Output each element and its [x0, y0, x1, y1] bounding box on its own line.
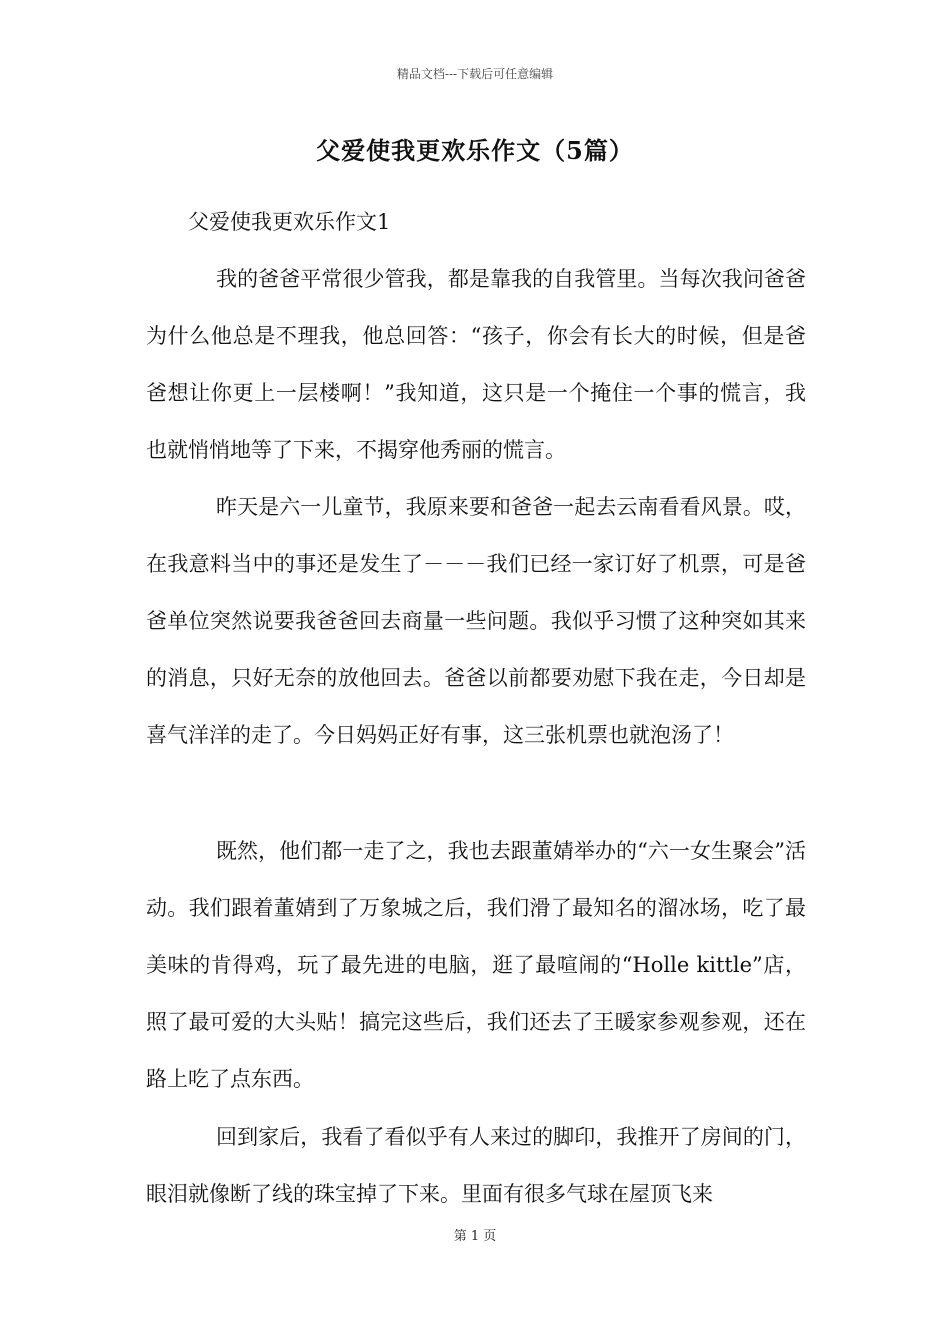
- page-number: 第 1 页: [453, 1229, 497, 1244]
- paragraph-text: 我的爸爸平常很少管我，都是靠我的自我管里。当每次我问爸爸为什么他总是不理我，他总回答：“孩子，你会有长大的时候，但是爸爸想让你更上一层楼啊！”我知道，这只是一个掩住一个事的慌言，我也就悄悄地等了下来，不揭穿他秀丽的慌言。: [146, 267, 806, 462]
- paragraph-3: [146, 823, 806, 1108]
- document-title: 父爱使我更欢乐作文（5篇）: [316, 136, 634, 165]
- paragraph-text: 昨天是六一儿童节，我原来要和爸爸一起去云南看看风景。哎，在我意料当中的事还是发生了－－－我们已经一家订好了机票，可是爸爸单位突然说要我爸爸回去商量一些问题。我似乎习惯了这种突如其来的消息，只好无奈的放他回去。爸爸以前都要劝慰下我在走，今日却是喜气洋洋的走了。今日妈妈正好有事，这三张机票也就泡汤了！: [146, 495, 806, 747]
- paragraph-2: [146, 479, 806, 764]
- paragraph-1: [146, 251, 806, 479]
- paragraph-4: [146, 1109, 806, 1223]
- paragraph-text: 既然，他们都一走了之，我也去跟董婧举办的“六一女生聚会”活动。我们跟着董婧到了万象城之后，我们滑了最知名的溜冰场，吃了最美味的肯得鸡，玩了最先进的电脑，逛了最喧闹的“Holle kittle”店，照了最可爱的大头贴！搞完这些后，我们还去了王暖家参观参观，还在路上吃了点东西。: [146, 839, 806, 1091]
- page-header: 精品文档---下载后可任意编辑: [396, 67, 554, 81]
- paragraph-text: 回到家后，我看了看似乎有人来过的脚印，我推开了房间的门，眼泪就像断了线的珠宝掉了下来。里面有很多气球在屋顶飞来: [146, 1125, 806, 1206]
- section-title: 父爱使我更欢乐作文1: [188, 210, 391, 234]
